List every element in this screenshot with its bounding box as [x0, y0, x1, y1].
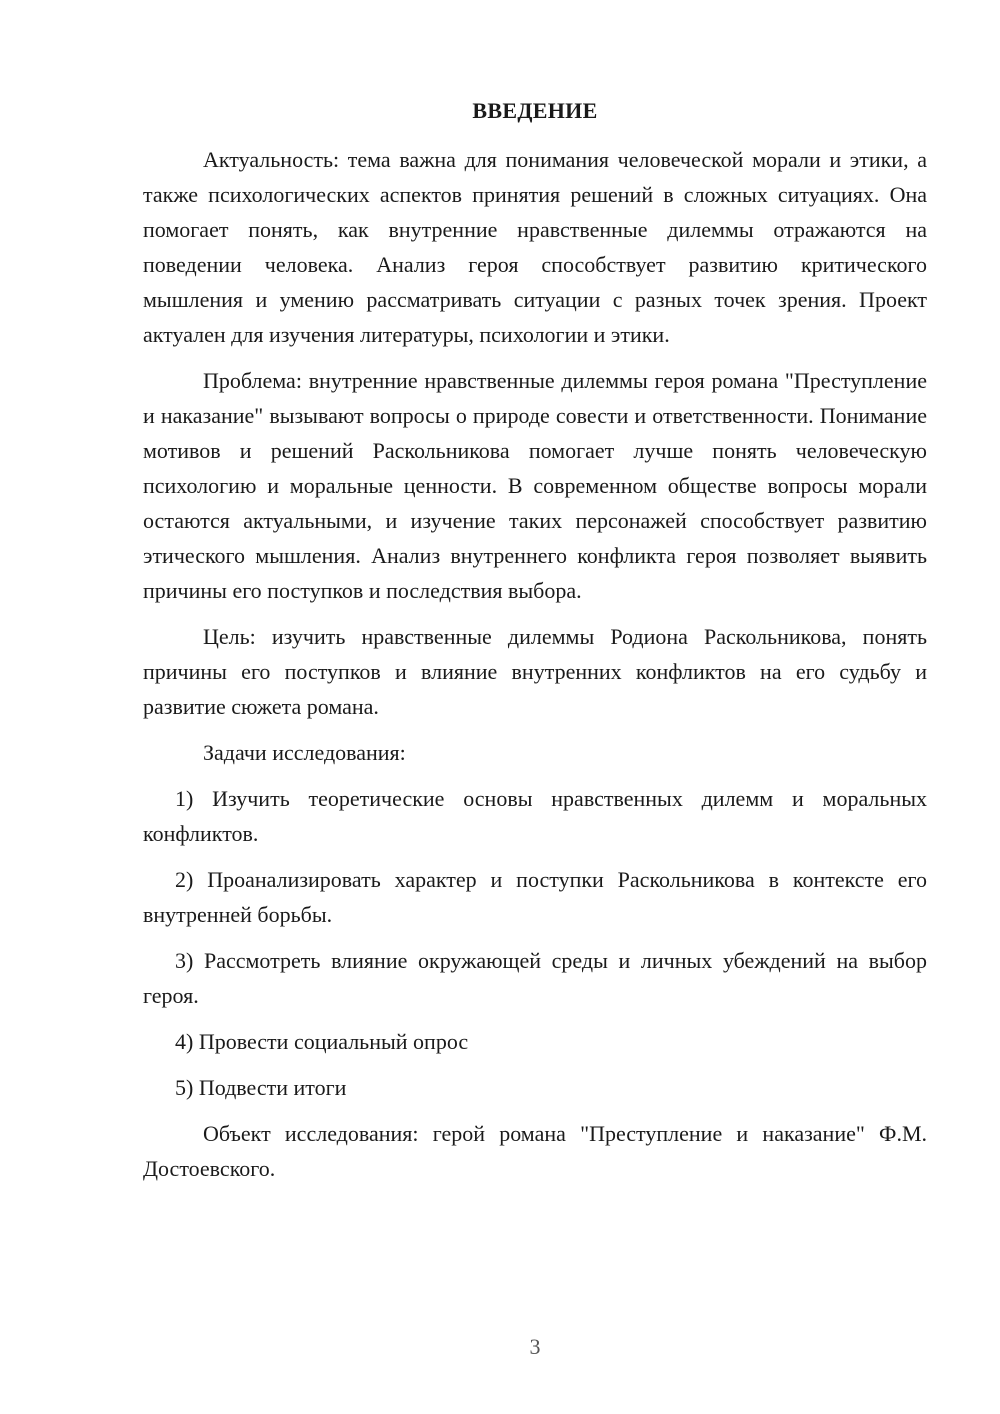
- page-title: ВВЕДЕНИЕ: [472, 98, 598, 123]
- paragraph-problem: Проблема: внутренние нравственные дилеммы героя романа "Преступление и наказание" вызывают вопросы о природе совести и ответственности. Понимание мотивов и решений Раскольникова помогает лучше понять человеческую психологию и моральные ценности. В современном обществе вопросы морали остаются актуальными, и изучение таких персонажей способствует развитию этического мышления. Анализ внутреннего конфликта героя позволяет выявить причины его поступков и последствия выбора.: [143, 368, 927, 603]
- task-item-2: 2) Проанализировать характер и поступки Раскольникова в контексте его внутренней борьбы.: [143, 867, 927, 927]
- paragraph-tasks-heading: Задачи исследования:: [203, 740, 406, 765]
- page-number: 3: [529, 1334, 541, 1359]
- task-item-3: 3) Рассмотреть влияние окружающей среды и личных убеждений на выбор героя.: [143, 948, 927, 1008]
- paragraph-relevance: Актуальность: тема важна для понимания человеческой морали и этики, а также психологических аспектов принятия решений в сложных ситуациях. Она помогает понять, как внутренние нравственные дилеммы отражаются на поведении человека. Анализ героя способствует развитию критического мышления и умению рассматривать ситуации с разных точек зрения. Проект актуален для изучения литературы, психологии и этики.: [143, 147, 927, 347]
- task-item-1: 1) Изучить теоретические основы нравственных дилемм и моральных конфликтов.: [143, 786, 927, 846]
- paragraph-goal: Цель: изучить нравственные дилеммы Родиона Раскольникова, понять причины его поступков и влияние внутренних конфликтов на его судьбу и развитие сюжета романа.: [143, 624, 927, 719]
- task-item-4: 4) Провести социальный опрос: [175, 1029, 469, 1054]
- document-body: [143, 142, 927, 1197]
- document-page: [143, 0, 927, 1414]
- task-item-5: 5) Подвести итоги: [175, 1075, 347, 1100]
- paragraph-object: Объект исследования: герой романа "Преступление и наказание" Ф.М. Достоевского.: [143, 1121, 927, 1181]
